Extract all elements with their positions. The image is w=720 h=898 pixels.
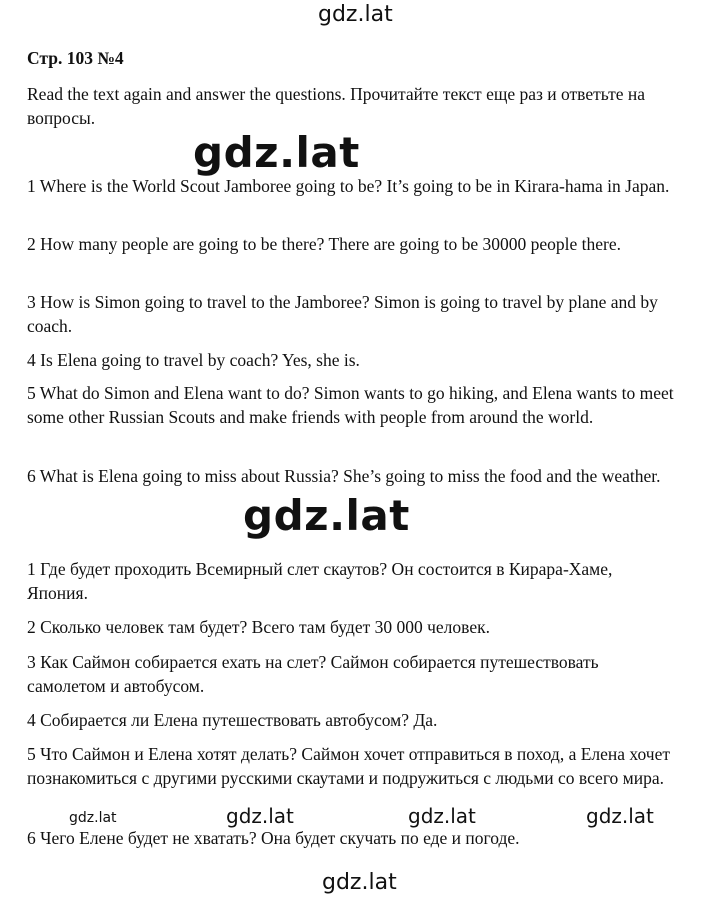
watermark-large-2: gdz.lat [243, 491, 410, 540]
watermark-row-3: gdz.lat [408, 804, 476, 828]
russian-answer-2: 2 Сколько человек там будет? Всего там будет 30 000 человек. [27, 617, 490, 637]
russian-answer-1: 1 Где будет проходить Всемирный слет скаутов? Он состоится в Кирара-Хаме, Япония. [27, 559, 613, 603]
english-answer-6: 6 What is Elena going to miss about Russia? She’s going to miss the food and the weather. [27, 466, 661, 486]
russian-answer-4: 4 Собирается ли Елена путешествовать автобусом? Да. [27, 710, 438, 730]
watermark-top: gdz.lat [318, 2, 393, 27]
watermark-large-1: gdz.lat [193, 128, 360, 177]
watermark-bottom: gdz.lat [322, 870, 397, 895]
page-heading: Стр. 103 №4 [27, 48, 124, 68]
english-answer-3: 3 How is Simon going to travel to the Jamboree? Simon is going to travel by plane and by coach. [27, 292, 658, 336]
russian-answer-6: 6 Чего Елене будет не хватать? Она будет скучать по еде и погоде. [27, 828, 520, 848]
russian-answer-3: 3 Как Саймон собирается ехать на слет? Саймон собирается путешествовать самолетом и автобусом. [27, 652, 599, 696]
english-answer-1: 1 Where is the World Scout Jamboree going to be? It’s going to be in Kirara-hama in Japan. [27, 176, 670, 196]
watermark-row-2: gdz.lat [226, 804, 294, 828]
russian-answer-5: 5 Что Саймон и Елена хотят делать? Саймон хочет отправиться в поход, а Елена хочет познакомиться с другими русскими скаутами и подружиться с людьми со всего мира. [27, 744, 671, 788]
watermark-row-small: gdz.lat [69, 810, 117, 826]
english-answer-5: 5 What do Simon and Elena want to do? Simon wants to go hiking, and Elena wants to meet some other Russian Scouts and make friends with people from around the world. [27, 383, 674, 427]
english-answer-4: 4 Is Elena going to travel by coach? Yes, she is. [27, 350, 360, 370]
instruction-text: Read the text again and answer the questions. Прочитайте текст еще раз и ответьте на вопросы. [27, 84, 645, 128]
watermark-row-4: gdz.lat [586, 804, 654, 828]
english-answer-2: 2 How many people are going to be there? There are going to be 30000 people there. [27, 234, 621, 254]
